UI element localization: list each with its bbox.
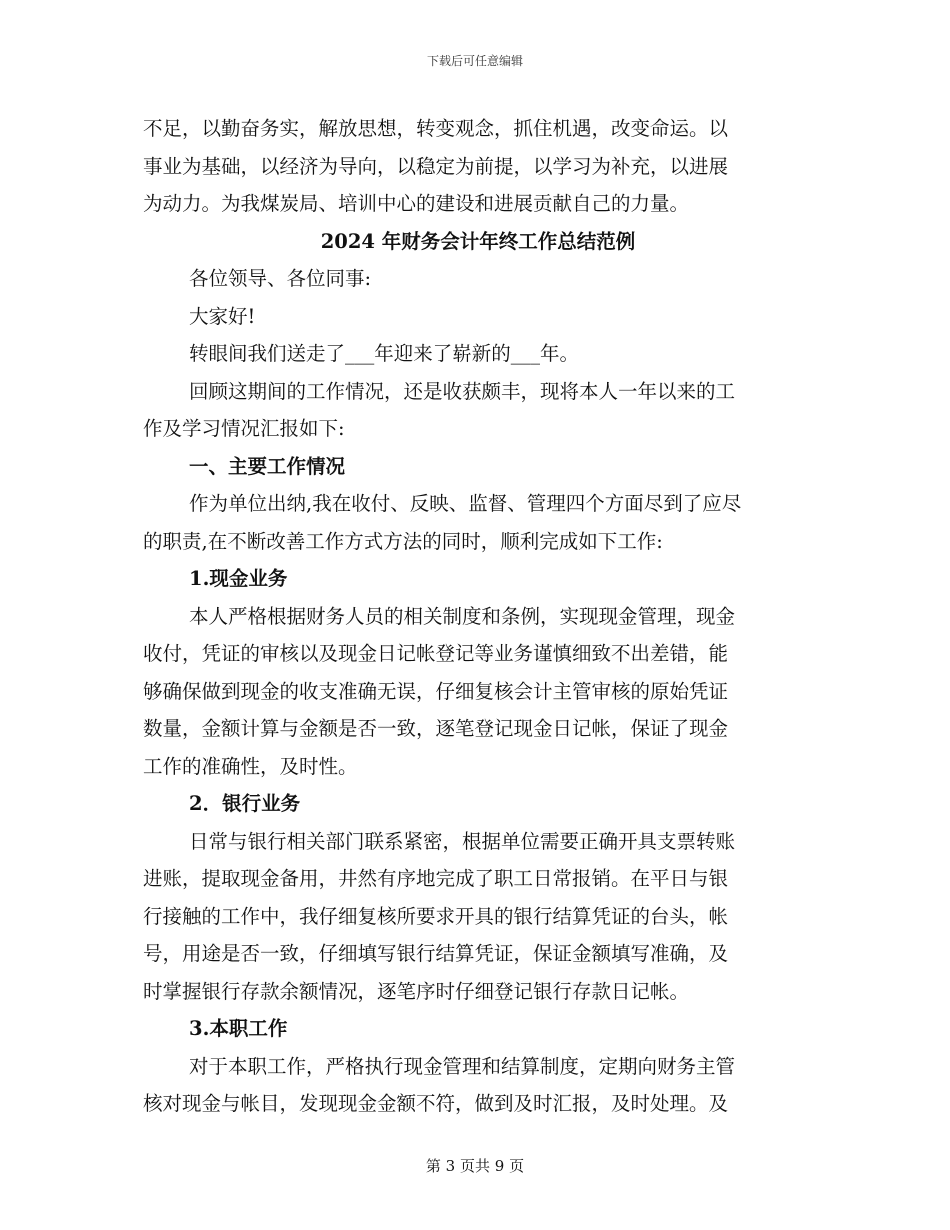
text-line: 时掌握银行存款余额情况，逐笔序时仔细登记银行存款日记帐。 [143, 979, 690, 1003]
text-line: 工作的准确性，及时性。 [143, 754, 358, 778]
text-line: 的职责,在不断改善工作方式方法的同时，顺利完成如下工作: [143, 529, 663, 553]
text-line: 大家好! [189, 304, 256, 328]
page-number: 第 3 页共 9 页 [425, 1157, 525, 1175]
review-paragraph [143, 373, 813, 448]
bank-paragraph [143, 823, 813, 1011]
text-line: 各位领导、各位同事: [189, 267, 372, 290]
transition-paragraph [143, 335, 813, 373]
subsection-heading-bank: 2．银行业务 [189, 792, 301, 815]
subsection-heading-cash: 1.现金业务 [189, 567, 288, 590]
cash-paragraph [143, 598, 813, 786]
page-header [0, 53, 950, 69]
text-line: 对于本职工作，严格执行现金管理和结算制度，定期向财务主管 [189, 1054, 736, 1078]
text-line: 不足，以勤奋务实，解放思想，转变观念，抓住机遇，改变命运。以 [143, 117, 729, 140]
text-line: 号，用途是否一致，仔细填写银行结算凭证，保证金额填写准确，及 [143, 942, 729, 965]
text-line: 作为单位出纳,我在收付、反映、监督、管理四个方面尽到了应尽 [189, 492, 742, 515]
text-line: 核对现金与帐目，发现现金金额不符，做到及时汇报，及时处理。及 [143, 1092, 729, 1115]
duties-paragraph [143, 1048, 813, 1123]
page-footer [0, 1156, 950, 1176]
text-line: 收付，凭证的审核以及现金日记帐登记等业务谨慎细致不出差错，能 [143, 642, 729, 665]
subsection-heading-duties: 3.本职工作 [189, 1017, 288, 1040]
text-line: 转眼间我们送走了___年迎来了崭新的___年。 [189, 342, 580, 365]
main-work-paragraph [143, 485, 813, 560]
text-line: 数量，金额计算与金额是否一致，逐笔登记现金日记帐，保证了现金 [143, 717, 729, 740]
greeting [143, 298, 813, 336]
text-line: 事业为基础，以经济为导向，以稳定为前提，以学习为补充，以进展 [143, 154, 729, 178]
header-note: 下载后可任意编辑 [426, 54, 523, 68]
text-line: 本人严格根据财务人员的相关制度和条例，实现现金管理，现金 [189, 604, 736, 628]
intro-paragraph [143, 110, 813, 223]
text-line: 日常与银行相关部门联系紧密，根据单位需要正确开具支票转账 [189, 829, 736, 853]
document-body [143, 110, 813, 1123]
section-heading-main-work: 一、主要工作情况 [189, 454, 346, 478]
text-line: 行接触的工作中，我仔细复核所要求开具的银行结算凭证的台头，帐 [143, 904, 729, 928]
document-title: 2024 年财务会计年终工作总结范例 [320, 229, 636, 253]
text-line: 回顾这期间的工作情况，还是收获颇丰，现将本人一年以来的工 [189, 379, 736, 403]
text-line: 作及学习情况汇报如下: [143, 417, 345, 440]
text-line: 够确保做到现金的收支准确无误，仔细复核会计主管审核的原始凭证 [143, 679, 729, 703]
text-line: 进账，提取现金备用，井然有序地完成了职工日常报销。在平日与银 [143, 867, 729, 890]
salutation [143, 260, 813, 298]
text-line: 为动力。为我煤炭局、培训中心的建设和进展贡献自己的力量。 [143, 192, 690, 215]
